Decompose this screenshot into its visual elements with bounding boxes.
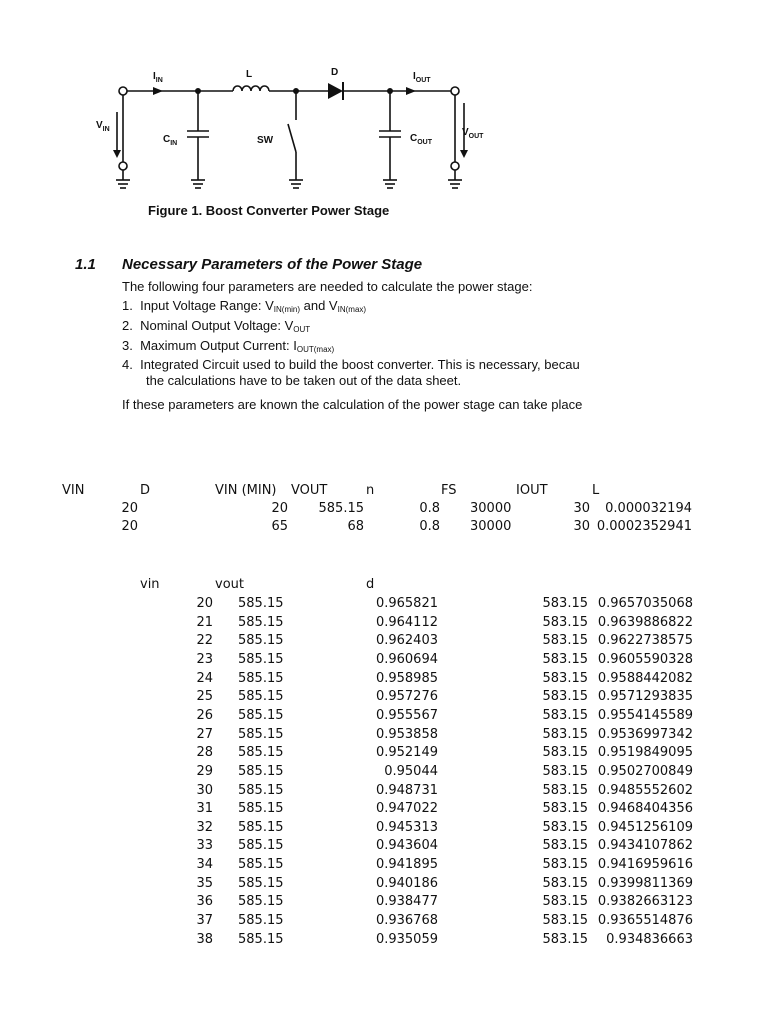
cell-d: 0.945313 (375, 819, 438, 835)
cell-vin: 27 (196, 726, 213, 742)
cell-vin: 20 (196, 596, 213, 611)
cell-vout: 585.15 (238, 707, 284, 723)
label-iout: $I_{OUT}$ (413, 71, 431, 84)
cell: 0.8 (419, 519, 440, 534)
list-item: 4. Integrated Circuit used to build the boost converter. This is necessary, becau (122, 357, 580, 372)
cell-d2: 0.9657035068 (597, 596, 693, 611)
list-item: 3. Maximum Output Current: $I_{OUT(max)}$ (122, 338, 335, 354)
cell-vout: 585.15 (238, 857, 284, 873)
cell-vout: 585.15 (238, 838, 284, 854)
cell-vin: 23 (196, 651, 213, 667)
col-header-vout: vout (215, 577, 244, 592)
cell-d2: 0.9365514876 (597, 913, 693, 929)
cell-vin: 35 (196, 875, 213, 891)
cell-vout2: 583.15 (542, 875, 588, 891)
cell-vin: 31 (196, 801, 213, 817)
cell-d: 0.95044 (384, 763, 438, 779)
section-title: Necessary Parameters of the Power Stage (122, 256, 423, 273)
cell: 0.0002352941 (596, 519, 692, 534)
col-header-l: L (592, 483, 600, 498)
cell: 30 (573, 501, 590, 516)
cell-d: 0.941895 (375, 857, 438, 873)
cell: 20 (121, 519, 138, 534)
col-header-vin: vin (140, 577, 160, 592)
cell-d: 0.953858 (375, 726, 438, 742)
cell-vout2: 583.15 (542, 670, 588, 686)
cell: 0.000032194 (605, 501, 692, 516)
cell-d2: 0.9485552602 (597, 782, 693, 798)
cell-d: 0.938477 (375, 894, 438, 910)
cell: 585.15 (318, 501, 364, 516)
cell-d: 0.960694 (375, 651, 438, 667)
cell-d2: 0.9382663123 (597, 894, 693, 910)
list-item: 2. Nominal Output Voltage: $V_{OUT}$ (122, 318, 311, 334)
cell-vin: 26 (196, 707, 213, 723)
cell-vin: 38 (196, 931, 213, 947)
iin-arrow-icon (153, 87, 163, 95)
cell-d: 0.952149 (375, 745, 438, 761)
cell-d2: 0.9622738575 (597, 633, 693, 649)
col-header-vout: VOUT (291, 483, 328, 498)
cell-d2: 0.9468404356 (597, 801, 693, 817)
cell-vin: 28 (196, 745, 213, 761)
cell-d: 0.947022 (375, 801, 438, 817)
cell-d2: 0.9519849095 (597, 745, 693, 761)
cell-d: 0.943604 (375, 838, 438, 854)
cell: 68 (347, 519, 364, 534)
cell-vout: 585.15 (238, 726, 284, 742)
cell-vin: 24 (196, 670, 213, 686)
cell-vout2: 583.15 (542, 763, 588, 779)
cell-vin: 21 (196, 614, 213, 630)
col-header-d: D (140, 483, 151, 498)
cell-d: 0.962403 (375, 633, 438, 649)
vout-arrow-icon (460, 150, 468, 158)
cell-vout: 585.15 (238, 801, 284, 817)
cell-d: 0.936768 (375, 913, 438, 929)
cell-vout: 585.15 (238, 782, 284, 798)
cell-vout: 585.15 (238, 913, 284, 929)
closing-text: If these parameters are known the calculation of the power stage can take place (122, 397, 583, 412)
label-l: L (246, 69, 253, 80)
cell-vin: 33 (196, 838, 213, 854)
cell-vout2: 583.15 (542, 726, 588, 742)
cell-vout: 585.15 (238, 931, 284, 947)
cell-vout2: 583.15 (542, 707, 588, 723)
cell-d: 0.965821 (375, 596, 438, 611)
cell-vout2: 583.15 (542, 596, 588, 611)
cell-d2: 0.9605590328 (597, 651, 693, 667)
col-header-n: n (366, 483, 375, 498)
cell-vout2: 583.15 (542, 819, 588, 835)
ground-symbols (116, 180, 462, 188)
cell-d2: 0.9502700849 (597, 763, 693, 779)
diode-symbol (328, 83, 343, 99)
cell-vout2: 583.15 (542, 838, 588, 854)
cell-d: 0.948731 (375, 782, 438, 798)
vin-arrow-icon (113, 150, 121, 158)
cell-vin: 37 (196, 913, 213, 929)
cell-vout2: 583.15 (542, 857, 588, 873)
label-vout: $V_{OUT}$ (462, 127, 484, 140)
cell-d2: 0.9536997342 (597, 726, 693, 742)
label-cin: $C_{IN}$ (163, 134, 178, 147)
cell-vout: 585.15 (238, 819, 284, 835)
cell-d2: 0.9416959616 (597, 857, 693, 873)
cell-d2: 0.9399811369 (597, 875, 693, 891)
cell: 30 (573, 519, 590, 534)
cell-d: 0.958985 (375, 670, 438, 686)
intro-text: The following four parameters are needed to calculate the power stage: (122, 279, 533, 294)
cell-vout2: 583.15 (542, 614, 588, 630)
label-cout: $C_{OUT}$ (410, 133, 433, 146)
cell: 30000 (470, 519, 512, 534)
cell-vin: 22 (196, 633, 213, 649)
cell-vout2: 583.15 (542, 801, 588, 817)
cell-vin: 30 (196, 782, 213, 798)
cell-vout2: 583.15 (542, 689, 588, 705)
boost-converter-schematic (0, 0, 768, 200)
section-number: 1.1 (75, 256, 96, 273)
cell-vout: 585.15 (238, 614, 284, 630)
cell-vout: 585.15 (238, 670, 284, 686)
cell-vin: 25 (196, 689, 213, 705)
figure-caption: Figure 1. Boost Converter Power Stage (148, 203, 390, 218)
cell-vout: 585.15 (238, 651, 284, 667)
col-header-vinmin: VIN (MIN) (215, 483, 277, 498)
cell-vin: 29 (196, 763, 213, 779)
cell-vout: 585.15 (238, 763, 284, 779)
col-header-vin: VIN (62, 483, 85, 498)
cell-vout: 585.15 (238, 875, 284, 891)
label-sw: SW (257, 135, 274, 146)
col-header-fs: FS (441, 483, 457, 498)
cell-vout: 585.15 (238, 633, 284, 649)
col-header-d: d (366, 577, 375, 592)
label-d: D (331, 67, 339, 78)
cell: 30000 (470, 501, 512, 516)
cell-d: 0.955567 (375, 707, 438, 723)
cell-vout: 585.15 (238, 596, 284, 611)
cell-vout2: 583.15 (542, 745, 588, 761)
cell-vout2: 583.15 (542, 782, 588, 798)
inductor-symbol (233, 86, 269, 91)
cell-vout2: 583.15 (542, 913, 588, 929)
label-vin: $V_{IN}$ (96, 120, 110, 133)
list-item: 1. Input Voltage Range: $V_{IN(min)}$ and $V_{IN(max)}$ (122, 298, 367, 314)
cell-d2: 0.934836663 (606, 931, 693, 947)
cell-d: 0.957276 (375, 689, 438, 705)
cell-d: 0.935059 (375, 931, 438, 947)
col-header-iout: IOUT (516, 483, 548, 498)
cell-vout: 585.15 (238, 689, 284, 705)
cell-vout2: 583.15 (542, 894, 588, 910)
iout-arrow-icon (406, 87, 416, 95)
cell-vin: 34 (196, 857, 213, 873)
cell-d: 0.964112 (375, 614, 438, 630)
cell-d: 0.940186 (375, 875, 438, 891)
cell-d2: 0.9434107862 (597, 838, 693, 854)
cell-vout2: 583.15 (542, 651, 588, 667)
cell: 65 (271, 519, 288, 534)
cell-d2: 0.9571293835 (597, 689, 693, 705)
cell-d2: 0.9639886822 (597, 614, 693, 630)
cell: 20 (271, 501, 288, 516)
cell-vout: 585.15 (238, 894, 284, 910)
cell-vout2: 583.15 (542, 931, 588, 947)
cell: 0.8 (419, 501, 440, 516)
cell-vout: 585.15 (238, 745, 284, 761)
cell: 20 (121, 501, 138, 516)
cell-vin: 36 (196, 894, 213, 910)
cell-d2: 0.9588442082 (597, 670, 693, 686)
cell-vin: 32 (196, 819, 213, 835)
list-item-continuation: the calculations have to be taken out of the data sheet. (146, 373, 462, 388)
label-iin: $I_{IN}$ (153, 71, 163, 84)
cell-vout2: 583.15 (542, 633, 588, 649)
cell-d2: 0.9451256109 (597, 819, 693, 835)
cell-d2: 0.9554145589 (597, 707, 693, 723)
